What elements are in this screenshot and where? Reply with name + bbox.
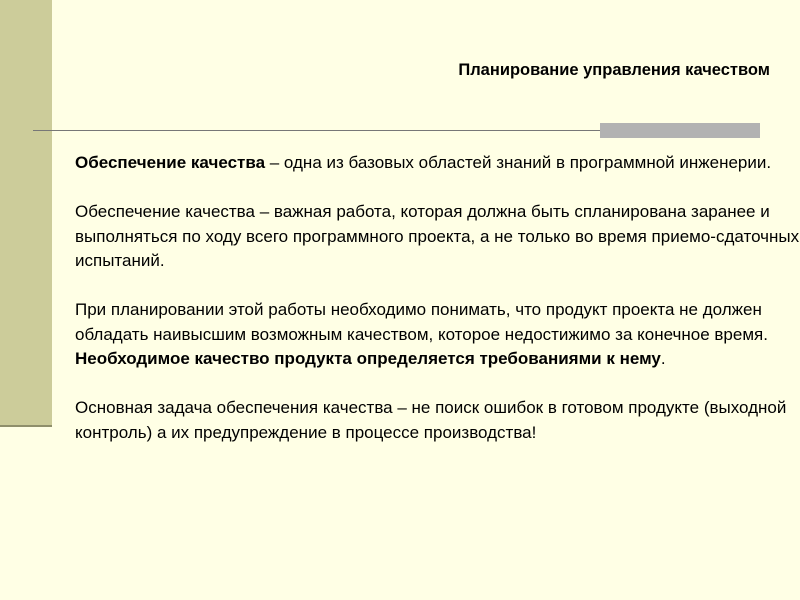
main-task-text: Основная задача обеспечения качества – не поиск ошибок в готовом продукте (выходной контроль) а их предупреждение в процессе производства!	[75, 398, 787, 442]
definition-text: – одна из базовых областей знаний в программной инженерии.	[265, 153, 772, 172]
requirements-text: При планировании этой работы необходимо понимать, что продукт проекта не должен обладать наивысшим возможным качеством, которое недостижимо за конечное время.	[75, 300, 768, 344]
divider-accent-bar	[600, 123, 760, 138]
left-band-underline	[0, 425, 52, 427]
planning-text: Обеспечение качества – важная работа, которая должна быть спланирована заранее и выполняться по ходу всего программного проекта, а не только во время приемо-сдаточных испытаний.	[75, 202, 800, 270]
paragraph-definition	[75, 151, 800, 176]
requirements-emphasis: Необходимое качество продукта определяется требованиями к нему	[75, 349, 661, 368]
slide-title: Планирование управления качеством	[458, 61, 770, 79]
paragraph-requirements	[75, 298, 800, 372]
term-quality-assurance: Обеспечение качества	[75, 153, 266, 172]
slide-body	[75, 151, 800, 445]
paragraph-planning	[75, 200, 800, 274]
requirements-end: .	[660, 349, 666, 368]
paragraph-main-task	[75, 396, 800, 445]
